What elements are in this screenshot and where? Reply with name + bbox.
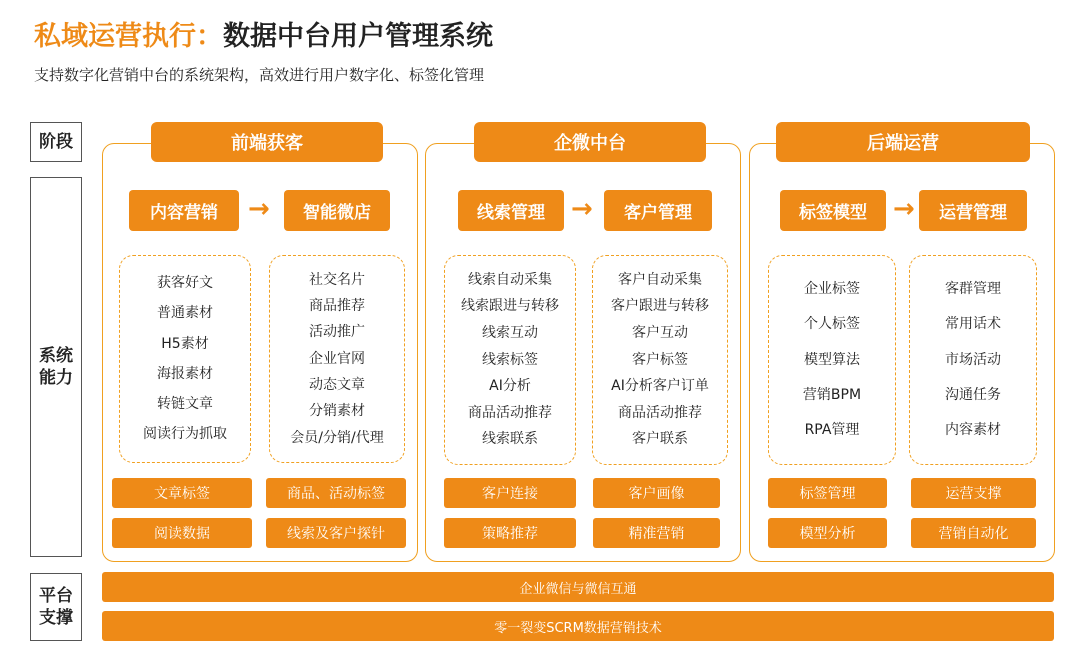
list-item: 客户自动采集	[618, 271, 702, 288]
platform-bar-wechat-interop: 企业微信与微信互通	[102, 572, 1054, 602]
title-accent: 私域运营执行：	[34, 21, 223, 52]
list-item: 普通素材	[157, 305, 213, 322]
tag-strategy-recommendation: 策略推荐	[444, 518, 576, 548]
list-item: 客户联系	[632, 431, 688, 448]
row-label-stage: 阶段	[30, 122, 82, 162]
tag-article-labels: 文章标签	[112, 478, 252, 508]
page-title	[34, 14, 493, 53]
feature-list-content-marketing	[119, 255, 251, 463]
list-item: 动态文章	[309, 376, 365, 393]
list-item: 内容素材	[945, 422, 1001, 439]
list-item: AI分析客户订单	[611, 378, 709, 395]
list-item: 企业标签	[804, 280, 860, 297]
list-item: 客户标签	[632, 351, 688, 368]
list-item: 企业官网	[309, 350, 365, 367]
capability-customer-management: 客户管理	[604, 190, 712, 231]
list-item: 社交名片	[309, 271, 365, 288]
list-item: 分销素材	[309, 403, 365, 420]
arrow-icon: →	[893, 194, 915, 224]
tag-marketing-automation: 营销自动化	[911, 518, 1036, 548]
list-item: 线索跟进与转移	[461, 298, 559, 315]
tag-customer-connection: 客户连接	[444, 478, 576, 508]
capability-lead-management: 线索管理	[458, 190, 564, 231]
list-item: 模型算法	[804, 351, 860, 368]
list-item: 线索联系	[482, 431, 538, 448]
list-item: 市场活动	[945, 351, 1001, 368]
list-item: 商品活动推荐	[468, 404, 552, 421]
capability-smart-store: 智能微店	[284, 190, 390, 231]
tag-customer-profile: 客户画像	[593, 478, 720, 508]
feature-list-operations-management	[909, 255, 1037, 465]
list-item: 客户跟进与转移	[611, 298, 709, 315]
tag-operations-support: 运营支撑	[911, 478, 1036, 508]
list-item: 商品活动推荐	[618, 404, 702, 421]
tag-reading-data: 阅读数据	[112, 518, 252, 548]
tag-lead-customer-probe: 线索及客户探针	[266, 518, 406, 548]
tag-tag-management: 标签管理	[768, 478, 887, 508]
list-item: 商品推荐	[309, 297, 365, 314]
list-item: 线索自动采集	[468, 271, 552, 288]
feature-list-lead-management	[444, 255, 576, 465]
page-subtitle: 支持数字化营销中台的系统架构，高效进行用户数字化、标签化管理	[34, 66, 485, 84]
platform-bar-scrm-tech: 零一裂变SCRM数据营销技术	[102, 611, 1054, 641]
feature-list-tag-model	[768, 255, 896, 465]
list-item: RPA管理	[804, 422, 860, 439]
list-item: 沟通任务	[945, 387, 1001, 404]
list-item: 海报素材	[157, 365, 213, 382]
list-item: AI分析	[489, 378, 531, 395]
list-item: 客户互动	[632, 324, 688, 341]
capability-content-marketing: 内容营销	[129, 190, 239, 231]
list-item: 线索标签	[482, 351, 538, 368]
list-item: 活动推广	[309, 324, 365, 341]
phase-header-backend: 后端运营	[776, 122, 1030, 162]
list-item: 客群管理	[945, 280, 1001, 297]
tag-model-analysis: 模型分析	[768, 518, 887, 548]
title-main: 数据中台用户管理系统	[223, 21, 493, 52]
list-item: H5素材	[161, 335, 209, 352]
tag-product-activity-labels: 商品、活动标签	[266, 478, 406, 508]
capability-operations-management: 运营管理	[919, 190, 1027, 231]
row-label-platform: 平台支撑	[30, 573, 82, 641]
row-label-capability: 系统能力	[30, 177, 82, 557]
list-item: 线索互动	[482, 324, 538, 341]
list-item: 转链文章	[157, 395, 213, 412]
phase-header-middle: 企微中台	[474, 122, 706, 162]
arrow-icon: →	[248, 194, 270, 224]
feature-list-customer-management	[592, 255, 728, 465]
tag-precision-marketing: 精准营销	[593, 518, 720, 548]
list-item: 营销BPM	[802, 387, 862, 404]
feature-list-smart-store	[269, 255, 405, 463]
list-item: 常用话术	[945, 316, 1001, 333]
phase-header-frontend: 前端获客	[151, 122, 383, 162]
list-item: 会员/分销/代理	[290, 429, 384, 446]
arrow-icon: →	[571, 194, 593, 224]
list-item: 获客好文	[157, 275, 213, 292]
capability-tag-model: 标签模型	[780, 190, 886, 231]
list-item: 阅读行为抓取	[143, 425, 227, 442]
list-item: 个人标签	[804, 316, 860, 333]
